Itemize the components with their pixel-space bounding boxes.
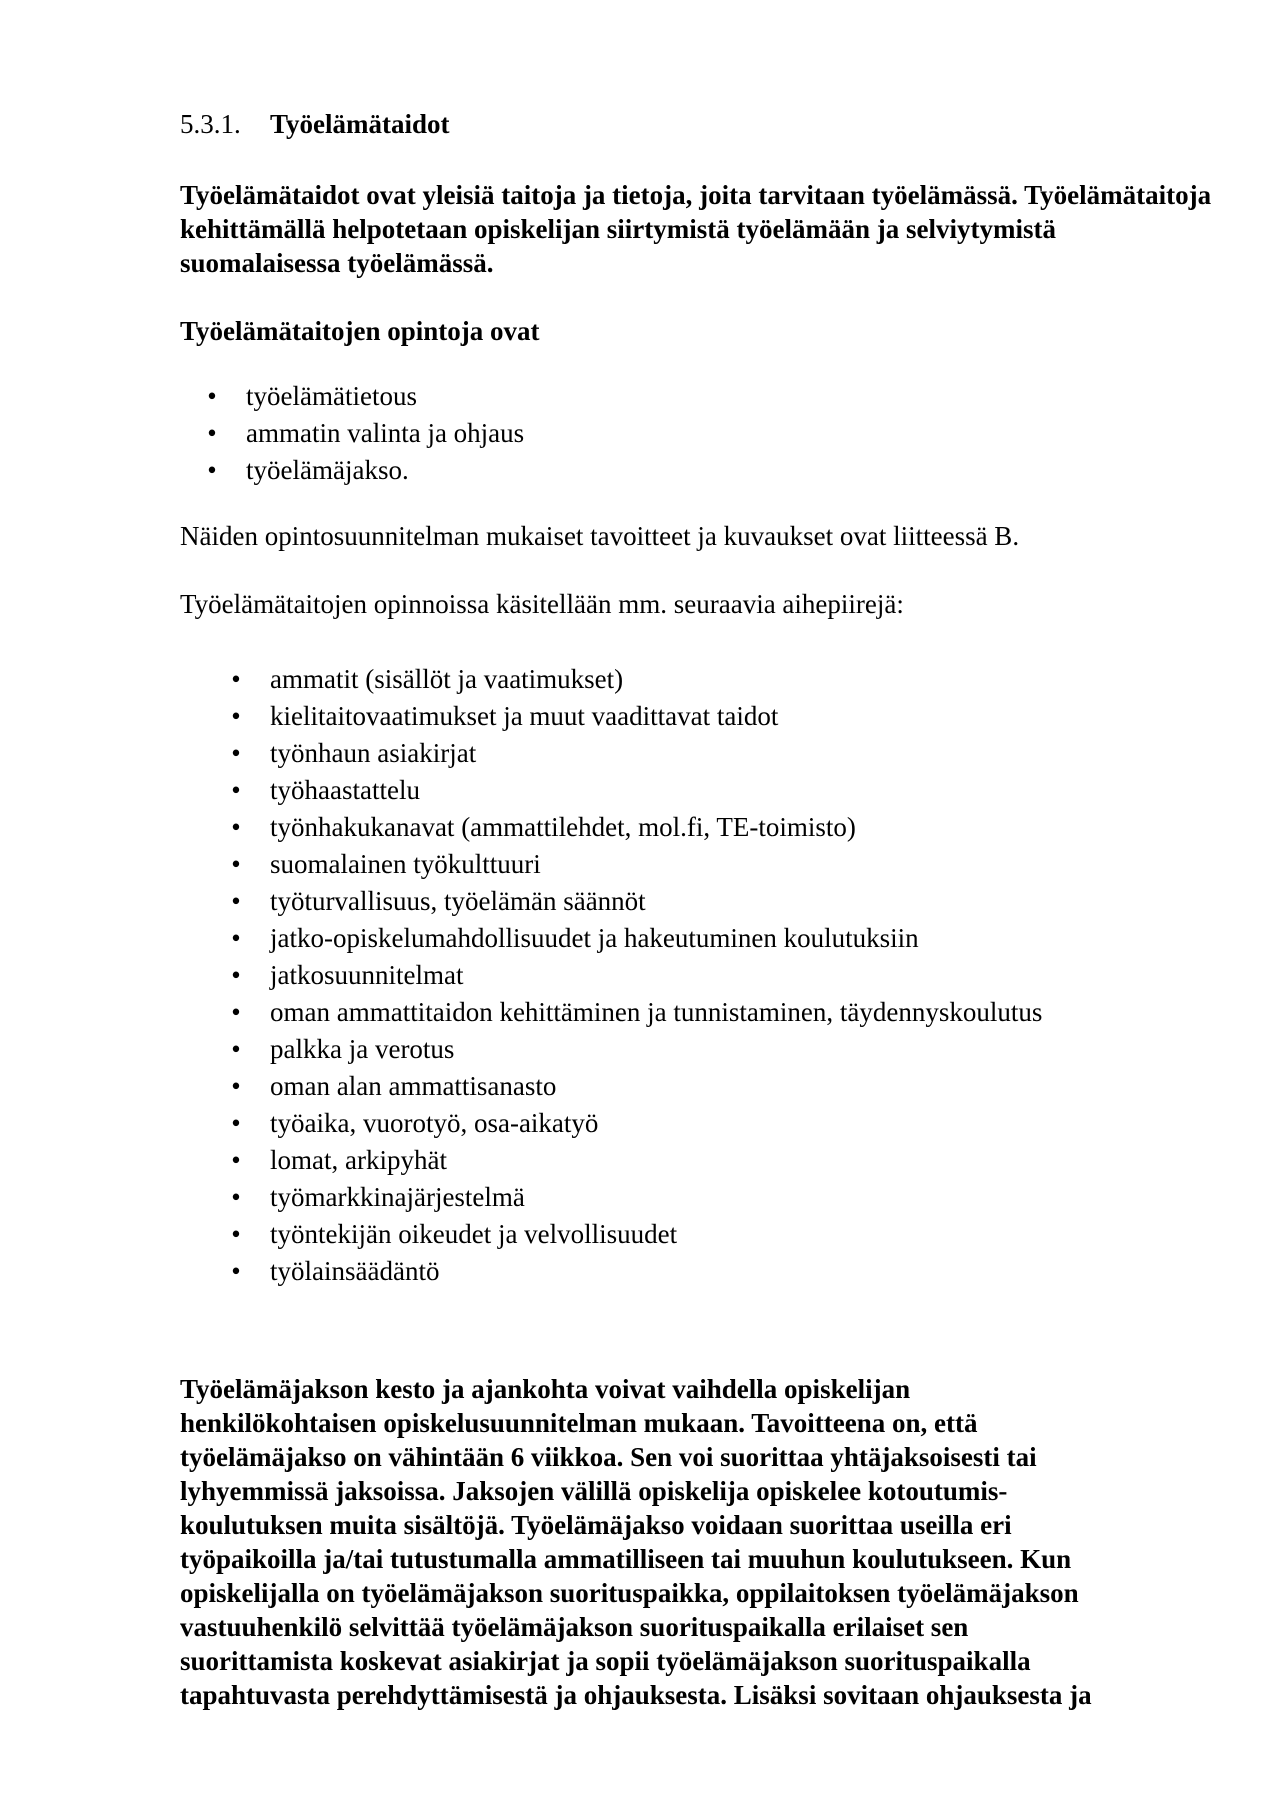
list-item: • lomat, arkipyhät	[270, 1142, 1220, 1179]
section-heading	[180, 104, 1220, 144]
list-item: • jatko-opiskelumahdollisuudet ja hakeutuminen koulutuksiin	[270, 920, 1220, 957]
paragraph-line: lyhyemmissä jaksoissa. Jaksojen välillä opiskelija opiskelee kotoutumis-	[180, 1476, 1008, 1506]
section-number: 5.3.1.	[180, 109, 241, 139]
list-item: • työturvallisuus, työelämän säännöt	[270, 883, 1220, 920]
paragraph-line: suorittamista koskevat asiakirjat ja sopii työelämäjakson suorituspaikalla	[180, 1646, 1031, 1676]
bullet-icon: •	[231, 812, 241, 842]
appendix-note: Näiden opintosuunnitelman mukaiset tavoitteet ja kuvaukset ovat liitteessä B.	[180, 521, 1020, 551]
bullet-icon: •	[231, 960, 241, 990]
paragraph-line: Työelämäjakson kesto ja ajankohta voivat vaihdella opiskelijan	[180, 1374, 911, 1404]
paragraph-line: vastuuhenkilö selvittää työelämäjakson suorituspaikalla erilaiset sen	[180, 1612, 969, 1642]
bullet-icon: •	[231, 1145, 241, 1175]
bullet-icon: •	[231, 849, 241, 879]
paragraph-line: opiskelijalla on työelämäjakson suorituspaikka, oppilaitoksen työelämäjakson	[180, 1578, 1079, 1608]
list-item: • työntekijän oikeudet ja velvollisuudet	[270, 1216, 1220, 1253]
studies-list	[207, 378, 1220, 489]
studies-heading: Työelämätaitojen opintoja ovat	[180, 316, 540, 346]
section-title: Työelämätaidot	[270, 109, 450, 139]
list-item: • ammatit (sisällöt ja vaatimukset)	[270, 661, 1220, 698]
list-item: • työelämätietous	[246, 378, 1220, 415]
list-item: • oman alan ammattisanasto	[270, 1068, 1220, 1105]
bullet-icon: •	[231, 738, 241, 768]
bullet-icon: •	[231, 775, 241, 805]
bullet-icon: •	[231, 1071, 241, 1101]
list-item: • oman ammattitaidon kehittäminen ja tunnistaminen, täydennyskoulutus	[270, 994, 1220, 1031]
bullet-icon: •	[231, 997, 241, 1027]
work-period-paragraph	[180, 1372, 1220, 1712]
bullet-icon: •	[231, 1256, 241, 1286]
list-item: • palkka ja verotus	[270, 1031, 1220, 1068]
bullet-icon: •	[231, 886, 241, 916]
list-item: • työnhaun asiakirjat	[270, 735, 1220, 772]
document-page	[180, 104, 1220, 1712]
list-item: • työnhakukanavat (ammattilehdet, mol.fi, TE-toimisto)	[270, 809, 1220, 846]
bullet-icon: •	[231, 664, 241, 694]
topics-list	[231, 661, 1220, 1290]
list-item: • ammatin valinta ja ohjaus	[246, 415, 1220, 452]
paragraph-line: koulutuksen muita sisältöjä. Työelämäjakso voidaan suorittaa useilla eri	[180, 1510, 1012, 1540]
bullet-icon: •	[231, 1034, 241, 1064]
list-item: • kielitaitovaatimukset ja muut vaadittavat taidot	[270, 698, 1220, 735]
bullet-icon: •	[231, 1182, 241, 1212]
bullet-icon: •	[231, 923, 241, 953]
bullet-icon: •	[231, 1219, 241, 1249]
paragraph-line: tapahtuvasta perehdyttämisestä ja ohjauksesta. Lisäksi sovitaan ohjauksesta ja	[180, 1680, 1092, 1710]
list-item: • työlainsäädäntö	[270, 1253, 1220, 1290]
bullet-icon: •	[231, 1108, 241, 1138]
list-item: • työelämäjakso.	[246, 452, 1220, 489]
bullet-icon: •	[207, 418, 217, 448]
paragraph-line: työpaikoilla ja/tai tutustumalla ammatilliseen tai muuhun koulutukseen. Kun	[180, 1544, 1072, 1574]
list-item: • suomalainen työkulttuuri	[270, 846, 1220, 883]
list-item: • jatkosuunnitelmat	[270, 957, 1220, 994]
paragraph-line: henkilökohtaisen opiskelusuunnitelman mukaan. Tavoitteena on, että	[180, 1408, 978, 1438]
paragraph-line: työelämäjakso on vähintään 6 viikkoa. Sen voi suorittaa yhtäjaksoisesti tai	[180, 1442, 1037, 1472]
intro-paragraph: Työelämätaidot ovat yleisiä taitoja ja tietoja, joita tarvitaan työelämässä. Työelämätaitoja kehittämällä helpotetaan opiskelijan siirtymistä työelämään ja selviytymistä suomalaisessa työelämässä.	[180, 180, 1212, 278]
list-item: • työhaastattelu	[270, 772, 1220, 809]
bullet-icon: •	[231, 701, 241, 731]
bullet-icon: •	[207, 455, 217, 485]
topics-intro: Työelämätaitojen opinnoissa käsitellään mm. seuraavia aihepiirejä:	[180, 589, 904, 619]
list-item: • työmarkkinajärjestelmä	[270, 1179, 1220, 1216]
list-item: • työaika, vuorotyö, osa-aikatyö	[270, 1105, 1220, 1142]
bullet-icon: •	[207, 381, 217, 411]
